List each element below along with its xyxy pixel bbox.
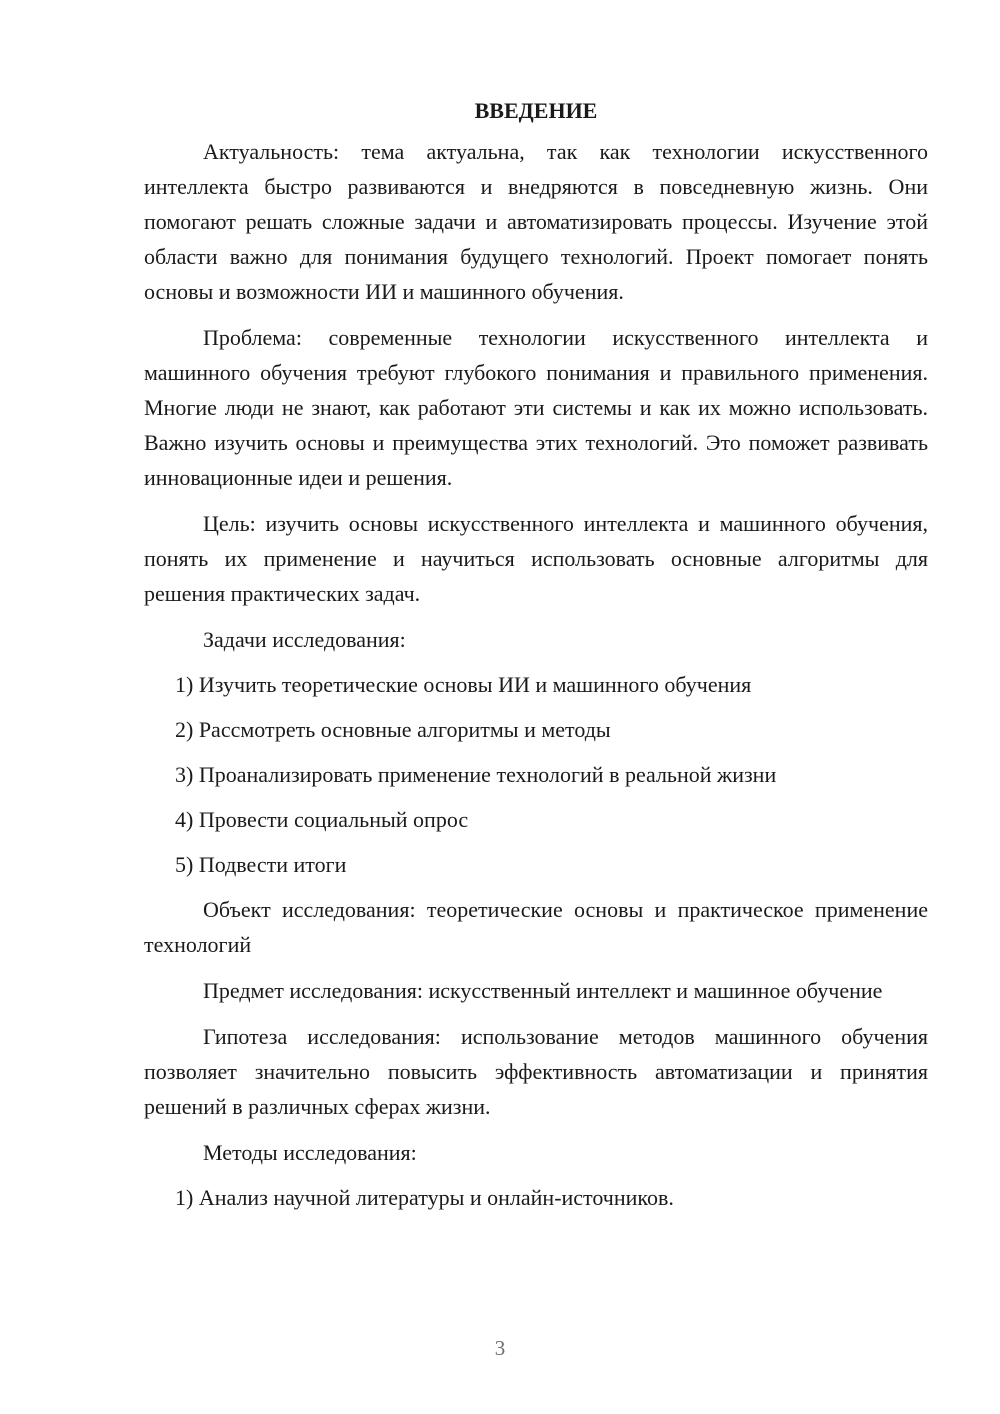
hypothesis-paragraph: Гипотеза исследования: использование методов машинного обучения позволяет значительно повысить эффективность автоматизации и принятия решений в различных сферах жизни. — [144, 1024, 928, 1119]
tasks-label: Задачи исследования: — [203, 627, 406, 652]
subject-paragraph: Предмет исследования: искусственный интеллект и машинное обучение — [203, 978, 883, 1003]
document-page — [144, 96, 928, 1225]
list-item: 2) Рассмотреть основные алгоритмы и методы — [175, 717, 611, 742]
list-item: 3) Проанализировать применение технологий в реальной жизни — [175, 762, 777, 787]
object-paragraph: Объект исследования: теоретические основы и практическое применение технологий — [144, 897, 928, 957]
methods-label: Методы исследования: — [203, 1140, 417, 1165]
tasks-list — [144, 667, 928, 882]
list-item: 5) Подвести итоги — [175, 852, 347, 877]
list-item: 1) Анализ научной литературы и онлайн-источников. — [175, 1185, 674, 1210]
methods-list — [144, 1180, 928, 1215]
goal-paragraph: Цель: изучить основы искусственного интеллекта и машинного обучения, понять их применение и научиться использовать основные алгоритмы для решения практических задач. — [144, 511, 928, 606]
problem-paragraph: Проблема: современные технологии искусственного интеллекта и машинного обучения требуют глубокого понимания и правильного применения. Многие люди не знают, как работают эти системы и как их можно использовать. Важно изучить основы и преимущества этих технологий. Это поможет развивать инновационные идеи и решения. — [144, 325, 928, 490]
page-number: 3 — [494, 1336, 506, 1360]
list-item: 4) Провести социальный опрос — [175, 807, 469, 832]
list-item: 1) Изучить теоретические основы ИИ и машинного обучения — [175, 672, 752, 697]
relevance-paragraph: Актуальность: тема актуальна, так как технологии искусственного интеллекта быстро развиваются и внедряются в повседневную жизнь. Они помогают решать сложные задачи и автоматизировать процессы. Изучение этой области важно для понимания будущего технологий. Проект помогает понять основы и возможности ИИ и машинного обучения. — [144, 139, 928, 304]
page-title: ВВЕДЕНИЕ — [474, 98, 598, 123]
